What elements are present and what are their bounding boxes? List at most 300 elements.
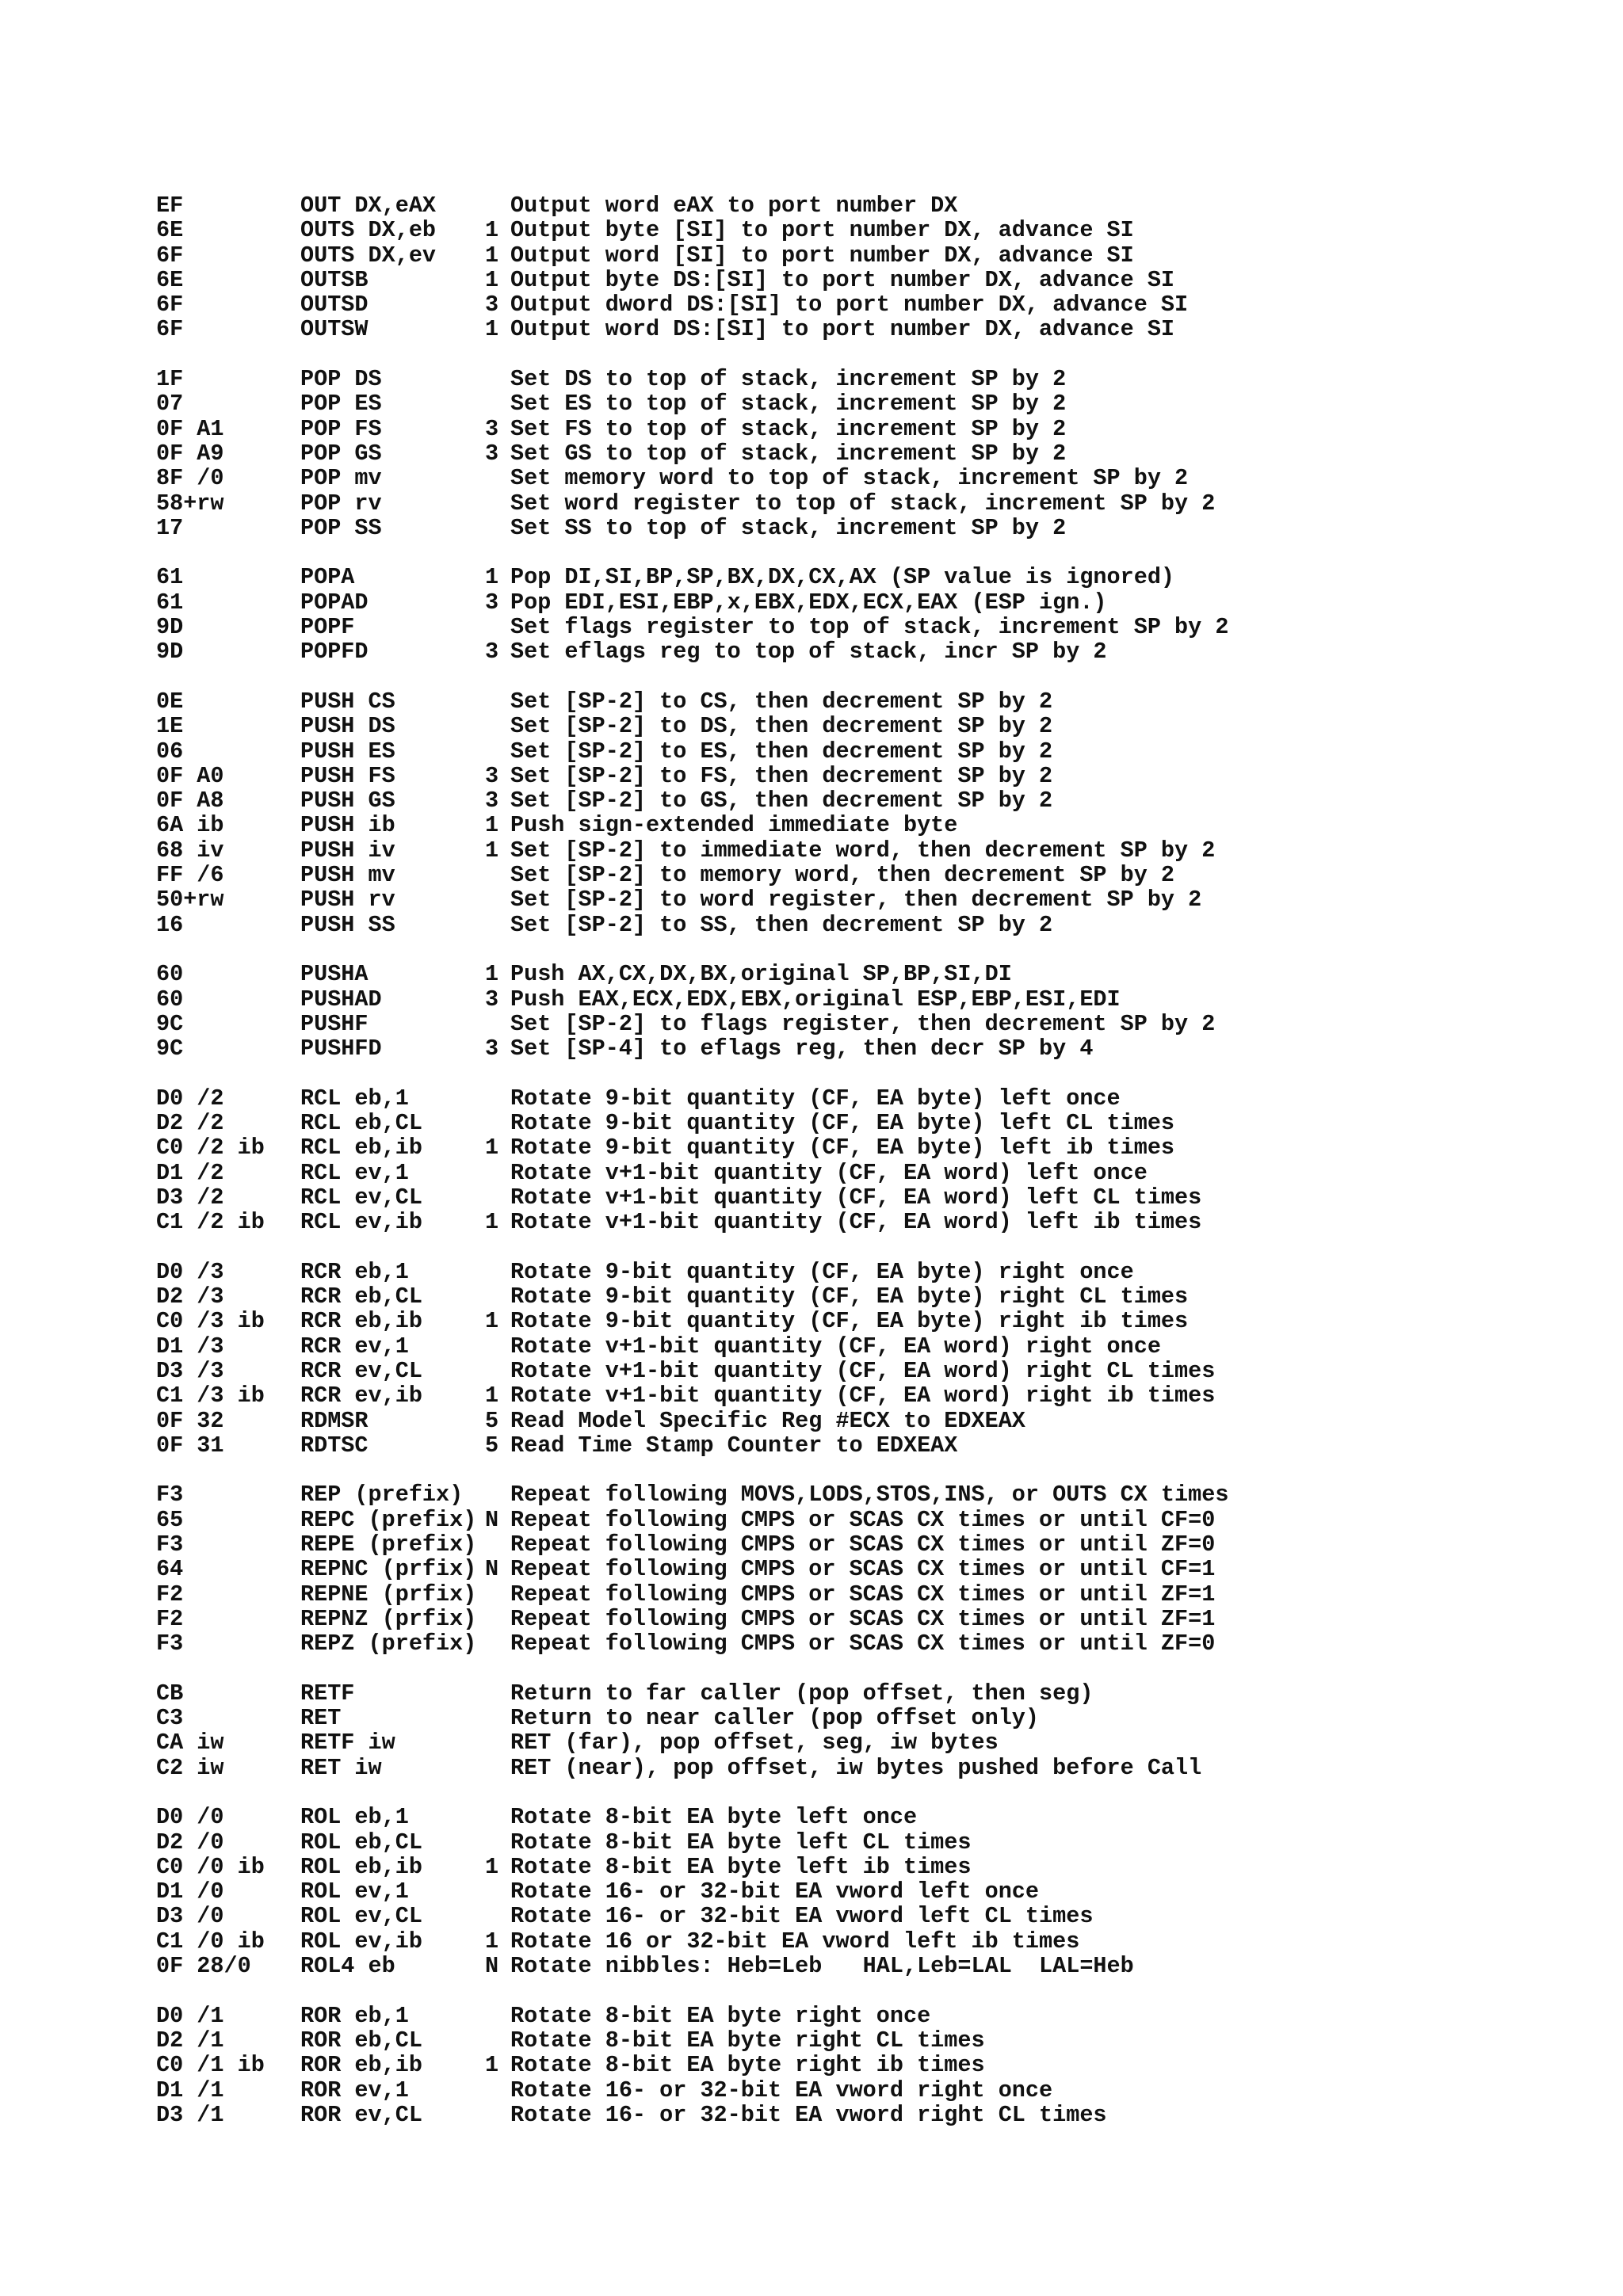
cpu-flag-cell: 3 xyxy=(485,763,499,789)
mnemonic-cell: PUSHF xyxy=(300,1011,369,1037)
description-cell: Pop DI,SI,BP,SP,BX,DX,CX,AX (SP value is ignored) xyxy=(510,565,1175,590)
instruction-row xyxy=(156,962,1551,986)
cpu-flag-cell: 1 xyxy=(485,1928,499,1955)
instruction-row xyxy=(156,193,1551,218)
instruction-row xyxy=(156,1260,1551,1284)
opcode-cell: EF xyxy=(156,193,184,219)
instruction-row xyxy=(156,2004,1551,2028)
description-cell: Set FS to top of stack, increment SP by 2 xyxy=(510,416,1067,441)
description-cell: Push AX,CX,DX,BX,original SP,BP,SI,DI xyxy=(510,962,1012,987)
description-cell: Rotate v+1-bit quantity (CF, EA word) left once xyxy=(510,1160,1148,1185)
description-cell: Set [SP-2] to immediate word, then decrement SP by 2 xyxy=(510,837,1216,864)
instruction-row xyxy=(156,838,1551,863)
mnemonic-cell: OUT DX,eAX xyxy=(300,193,437,219)
opcode-cell: 16 xyxy=(156,912,184,937)
description-cell: Rotate nibbles: Heb=Leb HAL,Leb=LAL LAL=Heb xyxy=(510,1954,1134,1979)
instruction-group xyxy=(156,1260,1551,1458)
mnemonic-cell: RETF xyxy=(300,1680,355,1707)
opcode-cell: C0 /1 ib xyxy=(156,2053,265,2078)
instruction-row xyxy=(156,1383,1551,1408)
instruction-row xyxy=(156,1730,1551,1755)
instruction-row xyxy=(156,1904,1551,1928)
opcode-cell: F2 xyxy=(156,1581,184,1607)
opcode-cell: 9C xyxy=(156,1011,184,1037)
instruction-row xyxy=(156,1482,1551,1507)
mnemonic-cell: ROR ev,CL xyxy=(300,2102,422,2128)
instruction-row xyxy=(156,1086,1551,1111)
mnemonic-cell: RET xyxy=(300,1706,342,1731)
mnemonic-cell: PUSH iv xyxy=(300,837,395,864)
opcode-cell: D0 /2 xyxy=(156,1085,224,1111)
opcode-cell: 0E xyxy=(156,688,184,715)
opcode-cell: 9C xyxy=(156,1036,184,1062)
mnemonic-cell: RCR eb,1 xyxy=(300,1259,409,1285)
instruction-row xyxy=(156,2028,1551,2053)
instruction-row xyxy=(156,1359,1551,1383)
opcode-cell: 60 xyxy=(156,962,184,987)
mnemonic-cell: OUTSB xyxy=(300,267,369,293)
description-cell: Repeat following MOVS,LODS,STOS,INS, or OUTS CX times xyxy=(510,1482,1229,1508)
opcode-cell: 0F A9 xyxy=(156,441,224,467)
instruction-row xyxy=(156,714,1551,738)
description-cell: Rotate 8-bit EA byte left CL times xyxy=(510,1829,972,1855)
mnemonic-cell: RCL ev,1 xyxy=(300,1160,409,1185)
instruction-row xyxy=(156,1433,1551,1458)
opcode-cell: CA iw xyxy=(156,1730,224,1756)
instruction-row xyxy=(156,863,1551,887)
mnemonic-cell: PUSH ib xyxy=(300,813,395,838)
instruction-row xyxy=(156,491,1551,516)
opcode-cell: D2 /1 xyxy=(156,2027,224,2054)
description-cell: Rotate 9-bit quantity (CF, EA byte) right once xyxy=(510,1259,1134,1285)
description-cell: Return to far caller (pop offset, then seg) xyxy=(510,1680,1094,1707)
opcode-cell: 0F A1 xyxy=(156,416,224,441)
description-cell: Rotate 9-bit quantity (CF, EA byte) right CL times xyxy=(510,1284,1189,1310)
mnemonic-cell: OUTS DX,eb xyxy=(300,218,437,243)
mnemonic-cell: POP DS xyxy=(300,367,382,392)
opcode-cell: 6E xyxy=(156,267,184,293)
cpu-flag-cell: 1 xyxy=(485,267,499,293)
description-cell: RET (near), pop offset, iw bytes pushed before Call xyxy=(510,1755,1202,1780)
opcode-cell: D3 /1 xyxy=(156,2102,224,2128)
description-cell: Set GS to top of stack, increment SP by 2 xyxy=(510,441,1067,467)
description-cell: Set DS to top of stack, increment SP by 2 xyxy=(510,367,1067,392)
mnemonic-cell: REPC (prefix) xyxy=(300,1507,477,1533)
instruction-group xyxy=(156,1681,1551,1780)
mnemonic-cell: REP (prefix) xyxy=(300,1482,464,1508)
opcode-cell: 58+rw xyxy=(156,490,224,516)
instruction-row xyxy=(156,441,1551,466)
mnemonic-cell: POP ES xyxy=(300,391,382,417)
instruction-row xyxy=(156,590,1551,615)
mnemonic-cell: RCL ev,CL xyxy=(300,1184,422,1211)
opcode-cell: 0F 28/0 xyxy=(156,1954,251,1979)
opcode-cell: D0 /1 xyxy=(156,2003,224,2028)
mnemonic-cell: REPNE (prfix) xyxy=(300,1581,477,1607)
instruction-row xyxy=(156,1036,1551,1061)
mnemonic-cell: ROL eb,1 xyxy=(300,1805,409,1830)
description-cell: Repeat following CMPS or SCAS CX times or until ZF=1 xyxy=(510,1606,1216,1632)
cpu-flag-cell: 1 xyxy=(485,1210,499,1235)
mnemonic-cell: RET iw xyxy=(300,1755,382,1780)
mnemonic-cell: RCR eb,ib xyxy=(300,1309,422,1334)
description-cell: Set [SP-2] to FS, then decrement SP by 2 xyxy=(510,763,1053,789)
mnemonic-cell: REPNC (prfix) xyxy=(300,1557,477,1582)
mnemonic-cell: OUTSD xyxy=(300,292,369,318)
description-cell: Rotate 16- or 32-bit EA vword left once xyxy=(510,1879,1040,1905)
mnemonic-cell: RCL ev,ib xyxy=(300,1210,422,1235)
mnemonic-cell: PUSHA xyxy=(300,962,369,987)
instruction-row xyxy=(156,1532,1551,1557)
opcode-cell: D2 /3 xyxy=(156,1284,224,1310)
opcode-cell: 1F xyxy=(156,367,184,392)
cpu-flag-cell: N xyxy=(485,1557,499,1582)
instruction-row xyxy=(156,887,1551,912)
mnemonic-cell: RCR ev,1 xyxy=(300,1333,409,1359)
instruction-group xyxy=(156,689,1551,937)
cpu-flag-cell: 1 xyxy=(485,317,499,342)
description-cell: Rotate 9-bit quantity (CF, EA byte) left CL times xyxy=(510,1110,1175,1136)
description-cell: Rotate 16- or 32-bit EA vword right CL times xyxy=(510,2102,1107,2128)
instruction-row xyxy=(156,689,1551,714)
mnemonic-cell: POP GS xyxy=(300,441,382,467)
mnemonic-cell: REPNZ (prfix) xyxy=(300,1606,477,1632)
description-cell: Set [SP-2] to flags register, then decrement SP by 2 xyxy=(510,1011,1216,1037)
description-cell: Set SS to top of stack, increment SP by 2 xyxy=(510,515,1067,541)
opcode-cell: D3 /0 xyxy=(156,1904,224,1929)
mnemonic-cell: ROR eb,CL xyxy=(300,2027,422,2054)
description-cell: Rotate v+1-bit quantity (CF, EA word) left CL times xyxy=(510,1184,1202,1211)
cpu-flag-cell: 1 xyxy=(485,962,499,987)
mnemonic-cell: RETF iw xyxy=(300,1730,395,1756)
description-cell: RET (far), pop offset, seg, iw bytes xyxy=(510,1730,999,1756)
instruction-row xyxy=(156,218,1551,242)
instruction-group xyxy=(156,1482,1551,1656)
description-cell: Rotate 8-bit EA byte left ib times xyxy=(510,1854,972,1880)
instruction-row xyxy=(156,292,1551,317)
instruction-row xyxy=(156,565,1551,589)
mnemonic-cell: RCR ev,ib xyxy=(300,1383,422,1409)
opcode-cell: 6A ib xyxy=(156,813,224,838)
cpu-flag-cell: 1 xyxy=(485,242,499,268)
instruction-row xyxy=(156,1185,1551,1210)
opcode-cell: F3 xyxy=(156,1482,184,1508)
description-cell: Repeat following CMPS or SCAS CX times or until CF=1 xyxy=(510,1557,1216,1582)
mnemonic-cell: ROR eb,1 xyxy=(300,2003,409,2028)
instruction-row xyxy=(156,2078,1551,2103)
description-cell: Output word [SI] to port number DX, advance SI xyxy=(510,242,1134,268)
description-cell: Rotate v+1-bit quantity (CF, EA word) right CL times xyxy=(510,1358,1216,1384)
opcode-cell: C1 /3 ib xyxy=(156,1383,265,1409)
description-cell: Rotate 16- or 32-bit EA vword left CL times xyxy=(510,1904,1094,1929)
instruction-group xyxy=(156,1086,1551,1235)
opcode-cell: 1E xyxy=(156,714,184,739)
opcode-cell: D0 /3 xyxy=(156,1259,224,1285)
instruction-group xyxy=(156,565,1551,664)
mnemonic-cell: RCR ev,CL xyxy=(300,1358,422,1384)
description-cell: Set ES to top of stack, increment SP by 2 xyxy=(510,391,1067,417)
instruction-row xyxy=(156,1830,1551,1855)
description-cell: Set flags register to top of stack, increment SP by 2 xyxy=(510,615,1229,640)
description-cell: Set [SP-2] to CS, then decrement SP by 2 xyxy=(510,688,1053,715)
mnemonic-cell: POPA xyxy=(300,565,355,590)
mnemonic-cell: REPE (prefix) xyxy=(300,1532,477,1558)
description-cell: Read Model Specific Reg #ECX to EDXEAX xyxy=(510,1408,1025,1433)
mnemonic-cell: REPZ (prefix) xyxy=(300,1631,477,1657)
instruction-row xyxy=(156,1607,1551,1631)
cpu-flag-cell: 3 xyxy=(485,986,499,1012)
opcode-cell: 50+rw xyxy=(156,887,224,913)
cpu-flag-cell: 3 xyxy=(485,441,499,467)
description-cell: Rotate 8-bit EA byte left once xyxy=(510,1805,918,1830)
description-cell: Output byte [SI] to port number DX, advance SI xyxy=(510,218,1134,243)
instruction-row xyxy=(156,1409,1551,1433)
instruction-row xyxy=(156,1631,1551,1656)
description-cell: Output word eAX to port number DX xyxy=(510,193,958,219)
description-cell: Set word register to top of stack, increment SP by 2 xyxy=(510,490,1216,516)
opcode-cell: 6F xyxy=(156,242,184,268)
instruction-row xyxy=(156,1929,1551,1954)
description-cell: Rotate 9-bit quantity (CF, EA byte) left once xyxy=(510,1085,1121,1111)
instruction-group xyxy=(156,962,1551,1061)
instruction-row xyxy=(156,615,1551,639)
instruction-row xyxy=(156,739,1551,764)
description-cell: Rotate v+1-bit quantity (CF, EA word) left ib times xyxy=(510,1210,1202,1235)
opcode-cell: C3 xyxy=(156,1706,184,1731)
cpu-flag-cell: 1 xyxy=(485,565,499,590)
description-cell: Pop EDI,ESI,EBP,x,EBX,EDX,ECX,EAX (ESP ign.) xyxy=(510,589,1107,616)
instruction-row xyxy=(156,788,1551,813)
opcode-cell: F3 xyxy=(156,1532,184,1558)
opcode-cell: C0 /0 ib xyxy=(156,1854,265,1880)
description-cell: Set [SP-2] to ES, then decrement SP by 2 xyxy=(510,738,1053,764)
mnemonic-cell: PUSH ES xyxy=(300,738,395,764)
description-cell: Rotate 9-bit quantity (CF, EA byte) right ib times xyxy=(510,1309,1189,1334)
instruction-row xyxy=(156,764,1551,788)
description-cell: Rotate v+1-bit quantity (CF, EA word) right once xyxy=(510,1333,1161,1359)
cpu-flag-cell: 1 xyxy=(485,2053,499,2078)
description-cell: Repeat following CMPS or SCAS CX times or until CF=0 xyxy=(510,1507,1216,1533)
mnemonic-cell: ROL eb,CL xyxy=(300,1829,422,1855)
instruction-row xyxy=(156,1879,1551,1904)
opcode-cell: FF /6 xyxy=(156,863,224,888)
opcode-cell: 61 xyxy=(156,589,184,616)
mnemonic-cell: POPF xyxy=(300,615,355,640)
opcode-cell: CB xyxy=(156,1680,184,1707)
description-cell: Set [SP-2] to memory word, then decrement SP by 2 xyxy=(510,863,1175,888)
mnemonic-cell: ROL ev,1 xyxy=(300,1879,409,1905)
description-cell: Set [SP-2] to DS, then decrement SP by 2 xyxy=(510,714,1053,739)
cpu-flag-cell: N xyxy=(485,1507,499,1533)
instruction-row xyxy=(156,639,1551,664)
description-cell: Repeat following CMPS or SCAS CX times or until ZF=1 xyxy=(510,1581,1216,1607)
description-cell: Set memory word to top of stack, increment SP by 2 xyxy=(510,466,1189,491)
opcode-cell: D1 /1 xyxy=(156,2077,224,2103)
mnemonic-cell: RDTSC xyxy=(300,1432,369,1459)
opcode-cell: D2 /0 xyxy=(156,1829,224,1855)
cpu-flag-cell: 3 xyxy=(485,1036,499,1062)
opcode-cell: 65 xyxy=(156,1507,184,1533)
opcode-cell: C2 iw xyxy=(156,1755,224,1780)
instruction-row xyxy=(156,1805,1551,1829)
opcode-cell: 0F A8 xyxy=(156,788,224,814)
opcode-cell: D0 /0 xyxy=(156,1805,224,1830)
instruction-row xyxy=(156,268,1551,292)
mnemonic-cell: PUSHFD xyxy=(300,1036,382,1062)
mnemonic-cell: OUTS DX,ev xyxy=(300,242,437,268)
opcode-cell: 6F xyxy=(156,317,184,342)
instruction-row xyxy=(156,1681,1551,1706)
instruction-row xyxy=(156,317,1551,341)
instruction-group xyxy=(156,193,1551,342)
opcode-cell: C1 /0 ib xyxy=(156,1928,265,1955)
instruction-row xyxy=(156,987,1551,1012)
description-cell: Push EAX,ECX,EDX,EBX,original ESP,EBP,ESI,EDI xyxy=(510,986,1121,1012)
mnemonic-cell: PUSH DS xyxy=(300,714,395,739)
mnemonic-cell: PUSHAD xyxy=(300,986,382,1012)
cpu-flag-cell: 3 xyxy=(485,292,499,318)
instruction-row xyxy=(156,1135,1551,1160)
instruction-row xyxy=(156,1210,1551,1234)
opcode-cell: 06 xyxy=(156,738,184,764)
description-cell: Read Time Stamp Counter to EDXEAX xyxy=(510,1432,958,1459)
cpu-flag-cell: 3 xyxy=(485,639,499,665)
description-cell: Rotate 8-bit EA byte right CL times xyxy=(510,2027,985,2054)
instruction-row xyxy=(156,1508,1551,1532)
mnemonic-cell: POPAD xyxy=(300,589,369,616)
instruction-row xyxy=(156,2103,1551,2127)
opcode-cell: D1 /0 xyxy=(156,1879,224,1905)
opcode-cell: 17 xyxy=(156,515,184,541)
instruction-row xyxy=(156,391,1551,416)
description-cell: Output dword DS:[SI] to port number DX, advance SI xyxy=(510,292,1189,318)
description-cell: Return to near caller (pop offset only) xyxy=(510,1706,1040,1731)
instruction-row xyxy=(156,1334,1551,1359)
opcode-cell: 8F /0 xyxy=(156,466,224,491)
instruction-row xyxy=(156,913,1551,937)
cpu-flag-cell: 5 xyxy=(485,1408,499,1433)
instruction-row xyxy=(156,1309,1551,1333)
mnemonic-cell: RCL eb,ib xyxy=(300,1135,422,1161)
instruction-row xyxy=(156,417,1551,441)
cpu-flag-cell: 5 xyxy=(485,1432,499,1459)
opcode-cell: D2 /2 xyxy=(156,1110,224,1136)
opcode-cell: 64 xyxy=(156,1557,184,1582)
mnemonic-cell: PUSH FS xyxy=(300,763,395,789)
instruction-row xyxy=(156,516,1551,540)
instruction-row xyxy=(156,1582,1551,1607)
instruction-row xyxy=(156,1706,1551,1730)
mnemonic-cell: ROL ev,CL xyxy=(300,1904,422,1929)
opcode-cell: 0F 32 xyxy=(156,1408,224,1433)
opcode-cell: 9D xyxy=(156,615,184,640)
opcode-cell: 6F xyxy=(156,292,184,318)
description-cell: Set eflags reg to top of stack, incr SP by 2 xyxy=(510,639,1107,665)
instruction-row xyxy=(156,1954,1551,1978)
cpu-flag-cell: 1 xyxy=(485,1383,499,1409)
mnemonic-cell: PUSH CS xyxy=(300,688,395,715)
instruction-row xyxy=(156,1012,1551,1036)
opcode-cell: 9D xyxy=(156,639,184,665)
mnemonic-cell: POP SS xyxy=(300,515,382,541)
cpu-flag-cell: 3 xyxy=(485,416,499,441)
mnemonic-cell: PUSH rv xyxy=(300,887,395,913)
instruction-row xyxy=(156,466,1551,490)
description-cell: Repeat following CMPS or SCAS CX times or until ZF=0 xyxy=(510,1532,1216,1558)
mnemonic-cell: RCL eb,1 xyxy=(300,1085,409,1111)
mnemonic-cell: ROL4 eb xyxy=(300,1954,395,1979)
mnemonic-cell: RCR eb,CL xyxy=(300,1284,422,1310)
opcode-cell: D1 /3 xyxy=(156,1333,224,1359)
cpu-flag-cell: 1 xyxy=(485,813,499,838)
mnemonic-cell: ROL ev,ib xyxy=(300,1928,422,1955)
opcode-cell: D1 /2 xyxy=(156,1160,224,1185)
instruction-row xyxy=(156,243,1551,268)
cpu-flag-cell: 3 xyxy=(485,589,499,616)
description-cell: Rotate 16- or 32-bit EA vword right once xyxy=(510,2077,1053,2103)
description-cell: Repeat following CMPS or SCAS CX times or until ZF=0 xyxy=(510,1631,1216,1657)
mnemonic-cell: POP FS xyxy=(300,416,382,441)
opcode-cell: 61 xyxy=(156,565,184,590)
mnemonic-cell: RCL eb,CL xyxy=(300,1110,422,1136)
opcode-cell: F3 xyxy=(156,1631,184,1657)
mnemonic-cell: ROR eb,ib xyxy=(300,2053,422,2078)
mnemonic-cell: OUTSW xyxy=(300,317,369,342)
mnemonic-cell: ROR ev,1 xyxy=(300,2077,409,2103)
description-cell: Output word DS:[SI] to port number DX, advance SI xyxy=(510,317,1175,342)
instruction-row xyxy=(156,1557,1551,1581)
opcode-cell: 6E xyxy=(156,218,184,243)
description-cell: Push sign-extended immediate byte xyxy=(510,813,958,838)
mnemonic-cell: PUSH SS xyxy=(300,912,395,937)
description-cell: Set [SP-2] to GS, then decrement SP by 2 xyxy=(510,788,1053,814)
description-cell: Set [SP-4] to eflags reg, then decr SP by 4 xyxy=(510,1036,1094,1062)
instruction-row xyxy=(156,1111,1551,1135)
instruction-group xyxy=(156,2004,1551,2127)
cpu-flag-cell: 1 xyxy=(485,1309,499,1334)
opcode-cell: 0F A0 xyxy=(156,763,224,789)
opcode-cell: 68 iv xyxy=(156,837,224,864)
description-cell: Rotate 8-bit EA byte right once xyxy=(510,2003,931,2028)
description-cell: Rotate v+1-bit quantity (CF, EA word) right ib times xyxy=(510,1383,1216,1409)
cpu-flag-cell: 1 xyxy=(485,1135,499,1161)
opcode-cell: 0F 31 xyxy=(156,1432,224,1459)
mnemonic-cell: PUSH mv xyxy=(300,863,395,888)
instruction-group xyxy=(156,1805,1551,1978)
opcode-cell: 07 xyxy=(156,391,184,417)
instruction-table xyxy=(156,193,1551,2152)
description-cell: Rotate 9-bit quantity (CF, EA byte) left ib times xyxy=(510,1135,1175,1161)
mnemonic-cell: POP mv xyxy=(300,466,382,491)
description-cell: Set [SP-2] to word register, then decrement SP by 2 xyxy=(510,887,1202,913)
opcode-cell: F2 xyxy=(156,1606,184,1632)
instruction-row xyxy=(156,813,1551,837)
opcode-cell: C1 /2 ib xyxy=(156,1210,265,1235)
opcode-cell: C0 /2 ib xyxy=(156,1135,265,1161)
instruction-row xyxy=(156,367,1551,391)
cpu-flag-cell: 1 xyxy=(485,1854,499,1880)
instruction-row xyxy=(156,1756,1551,1780)
instruction-row xyxy=(156,1161,1551,1185)
instruction-group xyxy=(156,367,1551,540)
description-cell: Set [SP-2] to SS, then decrement SP by 2 xyxy=(510,912,1053,937)
opcode-cell: C0 /3 ib xyxy=(156,1309,265,1334)
mnemonic-cell: PUSH GS xyxy=(300,788,395,814)
cpu-flag-cell: 1 xyxy=(485,837,499,864)
opcode-cell: 60 xyxy=(156,986,184,1012)
description-cell: Rotate 8-bit EA byte right ib times xyxy=(510,2053,985,2078)
cpu-flag-cell: 3 xyxy=(485,788,499,814)
